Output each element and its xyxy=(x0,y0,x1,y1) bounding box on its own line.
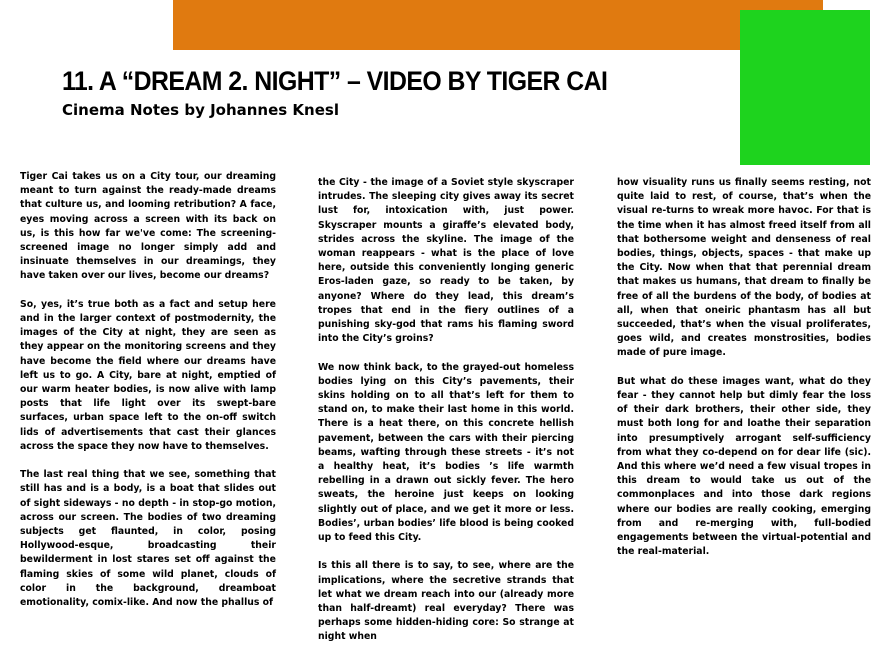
green-accent-box xyxy=(740,10,870,165)
paragraph: We now think back, to the grayed-out homeless bodies lying on this City’s pavements, their skins holding on to all that’s left for them to stand on, to make their last home in this world. There is a heat there, on this concrete hellish pavement, between the cars with their piercing beams, wafting through these streets - it’s not a healthy heat, it’s bodies ’s life warmth rebelling in a drawn out sickly fever. The hero sweats, the heroine just keeps on looking slightly out of place, and we get it more or less. Bodies’, urban bodies’ life blood is being cooked up to feed this City. xyxy=(318,361,574,544)
paragraph: The last real thing that we see, something that still has and is a body, is a boat that slides out of sight sideways - no depth - in stop-go motion, across our screen. The bodies of two dreaming subjects get flaunted, in color, posing Hollywood-esque, broadcasting their bewilderment in lost stares set off against the flaming skies of some wild planet, clouds of color in the background, dreamboat emotionality, comix-like. And now the phallus of xyxy=(20,469,276,609)
text-column-3 xyxy=(617,176,871,574)
paragraph: Is this all there is to say, to see, where are the implications, where the secretive strands that let what we dream reach into our (already more than half-dreamt) real everyday? There was perhaps some hidden-hiding core: So strange at night when xyxy=(318,560,574,643)
paragraph: how visuality runs us finally seems resting, not quite laid to rest, of course, that’s when the visual re-turns to wreak more havoc. For that is the time when it has almost freed itself from all that bothersome weight and denseness of real bodies, things, objects, spaces - that make up the City. Now when that that perennial dream that makes us humans, that dream to finally be free of all the burdens of the body, of bodies at all, when that oneiric phantasm has all but succeeded, that’s when the visual proliferates, goes wild, and creates monstrosities, bodies made of pure image. xyxy=(617,177,871,359)
orange-header-bar xyxy=(173,0,823,50)
article-subtitle: Cinema Notes by Johannes Knesl xyxy=(62,101,339,119)
text-column-1 xyxy=(20,170,276,624)
article-title: 11. A “DREAM 2. NIGHT” – VIDEO BY TIGER CAI xyxy=(62,66,608,96)
paragraph: So, yes, it’s true both as a fact and setup here and in the larger context of postmodernity, the images of the City at night, they are seen as they appear on the monitoring screens and they have become the field where our dreams have left us to go. A City, bare at night, emptied of our warm heater bodies, is now alive with lamp posts that life light over its swept-bare surfaces, urban space left to the on-off switch lids of advertisements that cast their glances across the space they now have to themselves. xyxy=(20,298,276,452)
text-column-2 xyxy=(318,176,574,659)
paragraph: the City - the image of a Soviet style skyscraper intrudes. The sleeping city gives away its secret lust for, intoxication with, just power. Skyscraper mounts a giraffe’s elevated body, strides across the skyline. The image of the woman reappears - what is the place of love here, outside this conveniently longing generic Eros-laden gaze, so ready to be taken, by anyone? Where do they lead, this dream’s tropes that end in the fiery outlines of a punishing sky-god that rams his flaming sword into the City’s groins? xyxy=(318,177,574,345)
paragraph: Tiger Cai takes us on a City tour, our dreaming meant to turn against the ready-made dreams that culture us, and looming retribution? A face, eyes moving across a screen with its back on us, is this how far we've come: The screening-screened image no longer simply add and insinuate themselves in our dreamings, they have taken over our lives, become our dreams? xyxy=(20,171,276,282)
paragraph: But what do these images want, what do they fear - they cannot help but dimly fear the loss of their dark brothers, their other side, they must both long for and loathe their separation into presumptively arrogant self-sufficiency from what they co-depend on for dear life (sic). And this where we’d need a few visual tropes in this dream to would take us out of the commonplaces and into those dark regions where our bodies are really cooking, emerging from and re-merging with, full-bodied engagements between the virtual-potential and the real-material. xyxy=(617,375,871,558)
